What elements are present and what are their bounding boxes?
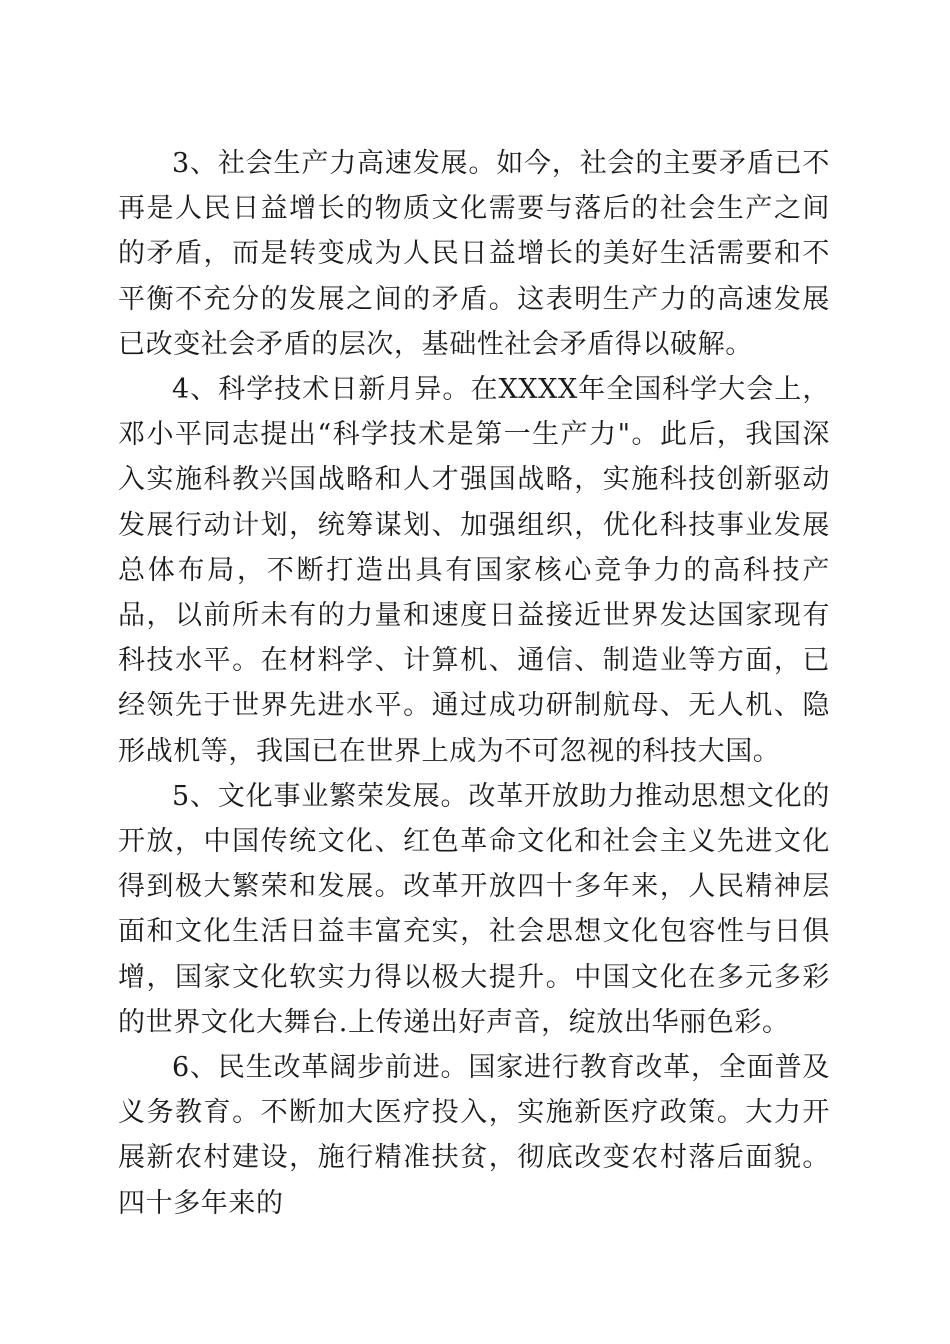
paragraph-livelihood: 6、民生改革阔步前进。国家进行教育改革，全面普及义务教育。不断加大医疗投入，实施新医疗政策。大力开展新农村建设，施行精准扶贫，彻底改变农村落后面貌。四十多年来的 — [118, 1052, 830, 1219]
paragraph-science-technology: 4、科学技术日新月异。在XXXX年全国科学大会上，邓小平同志提出“科学技术是第一生产力"。此后，我国深入实施科教兴国战略和人才强国战略，实施科技创新驱动发展行动计划，统筹谋划、加强组织，优化科技事业发展总体布局，不断打造出具有国家核心竞争力的高科技产品，以前所未有的力量和速度日益接近世界发达国家现有科技水平。在材料学、计算机、通信、制造业等方面，已经领先于世界先进水平。通过成功研制航母、无人机、隐形战机等，我国已在世界上成为不可忽视的科技大国。 — [118, 374, 830, 767]
paragraph-culture: 5、文化事业繁荣发展。改革开放助力推动思想文化的开放，中国传统文化、红色革命文化和社会主义先进文化得到极大繁荣和发展。改革开放四十多年来，人民精神层面和文化生活日益丰富充实，社会思想文化包容性与日俱增，国家文化软实力得以极大提升。中国文化在多元多彩的世界文化大舞台.上传递出好声音，绽放出华丽色彩。 — [118, 780, 830, 1038]
document-body — [118, 141, 830, 1226]
paragraph-productivity: 3、社会生产力高速发展。如今，社会的主要矛盾已不再是人民日益增长的物质文化需要与落后的社会生产之间的矛盾，而是转变成为人民日益增长的美好生活需要和不平衡不充分的发展之间的矛盾。这表明生产力的高速发展已改变社会矛盾的层次，基础性社会矛盾得以破解。 — [118, 148, 830, 360]
